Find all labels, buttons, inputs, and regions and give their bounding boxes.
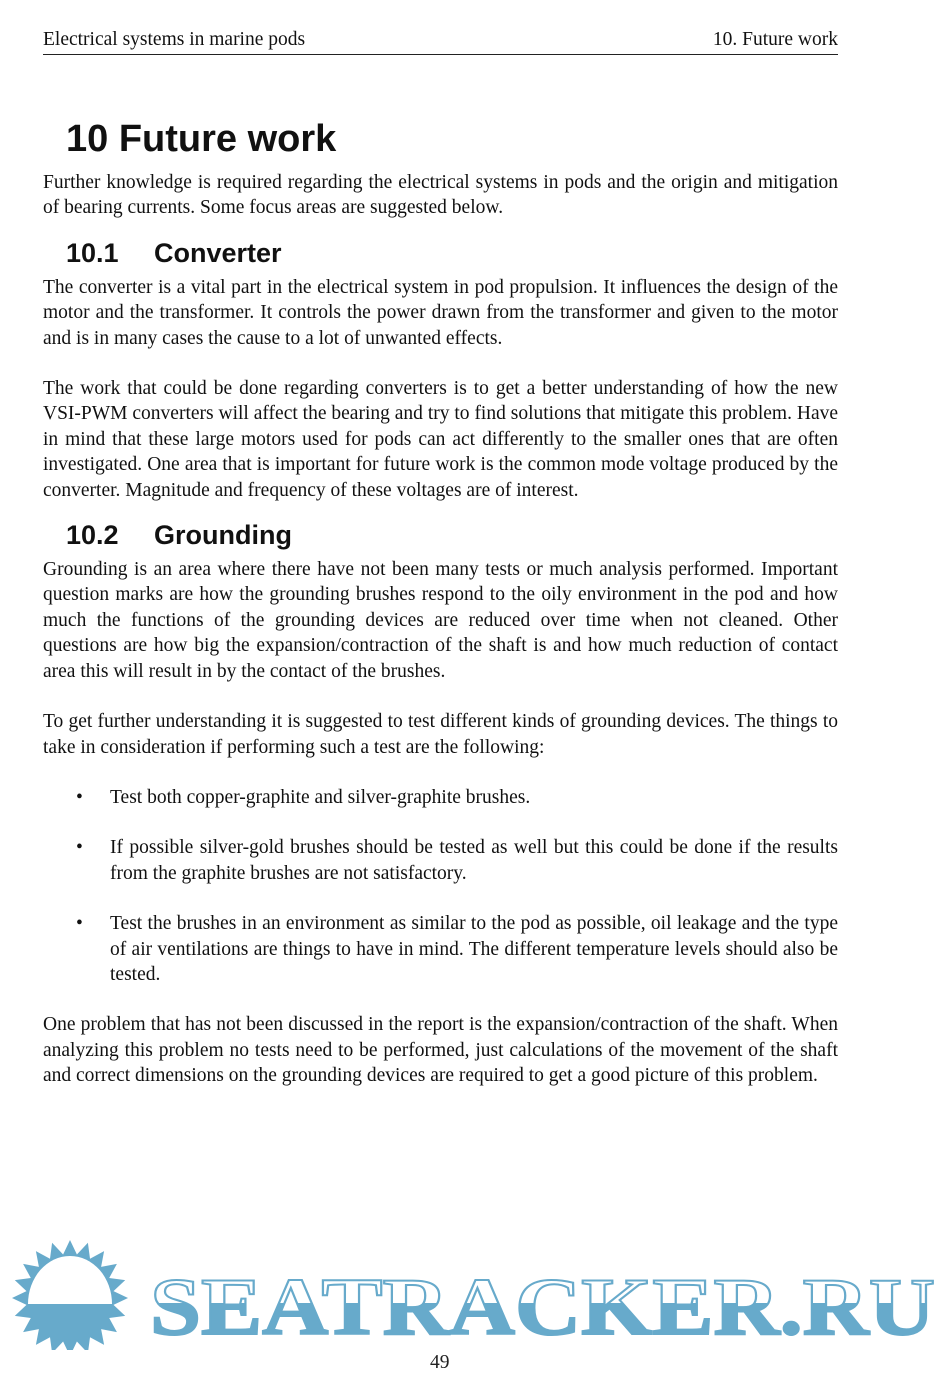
list-item-text: If possible silver-gold brushes should be tested as well but this could be done if the results from the graphite brushes are not satisfactory.	[110, 837, 838, 884]
bullet-icon: •	[76, 913, 83, 935]
section-heading-grounding	[66, 519, 838, 551]
paragraph: The work that could be done regarding converters is to get a better understanding of how the new VSI-PWM converters will affect the bearing and try to find solutions that mitigate this problem. Have in mind that these large motors used for pods can act differently to the smaller ones that are often investigated. One area that is important for future work is the common mode voltage produced by the converter. Magnitude and frequency of these voltages are of interest.	[43, 378, 838, 501]
page-body	[43, 116, 838, 1089]
list-item	[76, 911, 838, 987]
bullet-icon: •	[76, 837, 83, 859]
paragraph: One problem that has not been discussed in the report is the expansion/contraction of the shaft. When analyzing this problem no tests need to be performed, just calculations of the movement of the shaft and correct dimensions on the grounding devices are required to get a good picture of this problem.	[43, 1014, 838, 1087]
section-number: 10.1	[66, 237, 119, 268]
watermark-logo	[0, 1236, 948, 1350]
header-document-title: Electrical systems in marine pods	[43, 29, 306, 50]
sun-icon	[12, 1240, 128, 1350]
paragraph: Grounding is an area where there have not been many tests or much analysis performed. Important question marks are how the grounding brushes respond to the oily environment in the pod and how much the functions of the grounding devices are reduced over time when not cleaned. Other questions are how big the expansion/contraction of the shaft is and how much reduction of contact area this will result in by the contact of the brushes.	[43, 559, 838, 682]
section-title: Converter	[154, 237, 282, 268]
watermark-text: SEATRACKER.RU	[150, 1261, 935, 1350]
section-heading-converter	[66, 237, 838, 269]
section-number: 10.2	[66, 520, 119, 551]
header-chapter: 10. Future work	[712, 29, 838, 50]
running-header	[43, 28, 838, 55]
list-item	[76, 835, 838, 886]
section-title: Grounding	[154, 520, 292, 551]
list-item-text: Test the brushes in an environment as similar to the pod as possible, oil leakage and the type of air ventilations are things to have in mind. The different temperature levels should also be tested.	[110, 913, 838, 985]
paragraph: To get further understanding it is suggested to test different kinds of grounding devices. The things to take in consideration if performing such a test are the following:	[43, 711, 838, 758]
chapter-intro: Further knowledge is required regarding the electrical systems in pods and the origin and mitigation of bearing currents. Some focus areas are suggested below.	[43, 172, 838, 219]
list-item	[76, 785, 838, 810]
chapter-title: 10 Future work	[66, 118, 337, 160]
bullet-icon: •	[76, 786, 83, 808]
paragraph: The converter is a vital part in the electrical system in pod propulsion. It influences the design of the motor and the transformer. It controls the power drawn from the transformer and given to the motor and is in many cases the cause to a lot of unwanted effects.	[43, 276, 838, 349]
list-item-text: Test both copper-graphite and silver-graphite brushes.	[110, 786, 531, 808]
page-number: 49	[430, 1352, 450, 1373]
